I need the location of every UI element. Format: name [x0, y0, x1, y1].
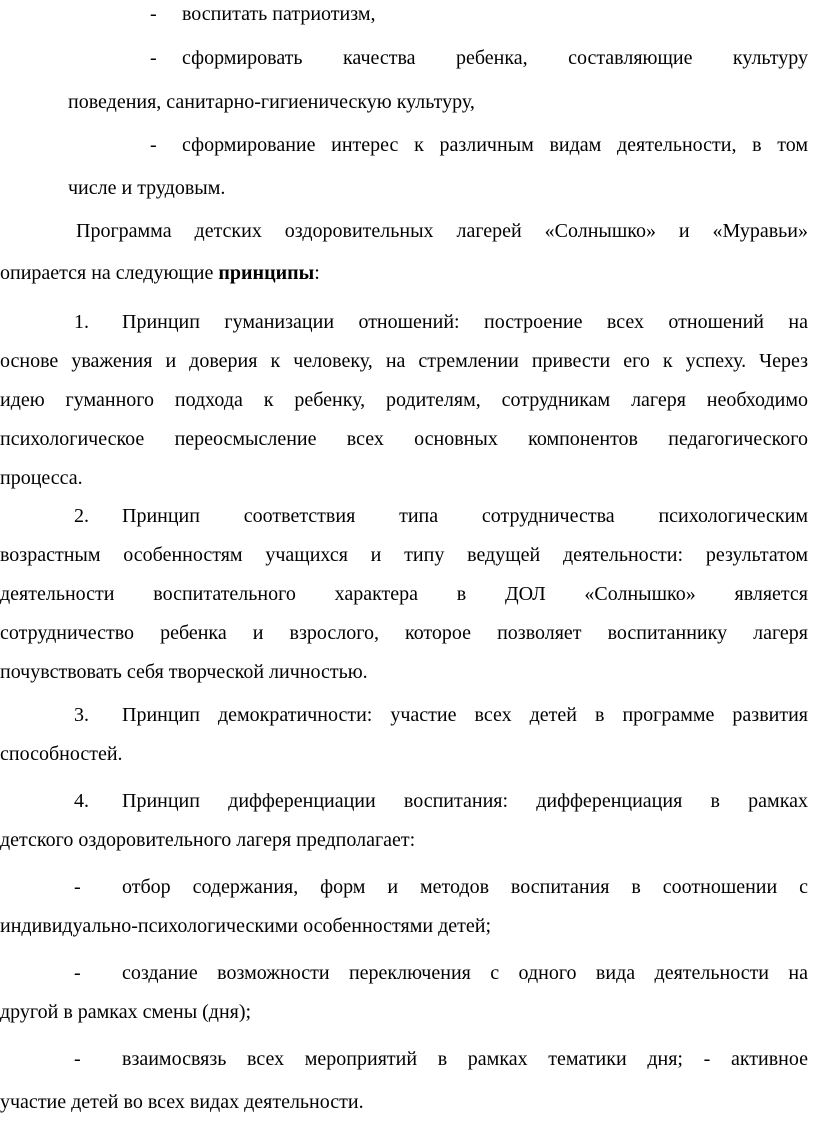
bullet-continuation: индивидуально-психологическими особенностями детей; [0, 915, 492, 937]
principle-line: Принцип гуманизации отношений: построение всех отношений на [122, 311, 808, 333]
bullet-text: отбор содержания, форм и методов воспитания в соотношении с [122, 876, 808, 898]
bullet-text: сформирование интерес к различным видам деятельности, в том [182, 134, 808, 156]
intro-line: Программа детских оздоровительных лагерей «Солнышко» и «Муравьи» [76, 220, 808, 242]
bullet-text: создание возможности переключения с одного вида деятельности на [122, 962, 808, 984]
bullet-dash: - [74, 962, 81, 984]
principle-number: 2. [74, 505, 89, 527]
principle-line: идею гуманного подхода к ребенку, родителям, сотрудникам лагеря необходимо [0, 389, 808, 411]
bullet-text: взаимосвязь всех мероприятий в рамках тематики дня; - активное [122, 1048, 808, 1070]
principle-line: деятельности воспитательного характера в ДОЛ «Солнышко» является [0, 583, 808, 605]
principle-line: способностей. [0, 743, 123, 765]
principle-line: Принцип демократичности: участие всех детей в программе развития [122, 704, 808, 726]
bullet-dash: - [74, 1048, 81, 1070]
bullet-text: сформировать качества ребенка, составляющие культуру [182, 47, 808, 69]
principle-line: процесса. [0, 467, 83, 489]
principle-line: детского оздоровительного лагеря предполагает: [0, 829, 416, 851]
bullet-continuation: другой в рамках смены (дня); [0, 1001, 252, 1023]
principle-line: сотрудничество ребенка и взрослого, которое позволяет воспитаннику лагеря [0, 622, 808, 644]
intro-line [0, 261, 320, 285]
bullet-continuation: участие детей во всех видах деятельности. [0, 1091, 364, 1113]
principle-number: 4. [74, 790, 89, 812]
principle-line: почувствовать себя творческой личностью. [0, 661, 368, 683]
bullet-continuation: поведения, санитарно-гигиеническую культуру, [68, 91, 475, 113]
bullet-dash: - [150, 134, 157, 156]
bullet-dash: - [150, 47, 157, 69]
intro-text: опирается на следующие [0, 262, 219, 284]
principle-number: 3. [74, 704, 89, 726]
bullet-text: воспитать патриотизм, [182, 3, 376, 25]
intro-bold-word: принципы [218, 262, 315, 284]
principle-line: Принцип дифференциации воспитания: дифференциация в рамках [122, 790, 808, 812]
bullet-continuation: числе и трудовым. [68, 177, 226, 199]
principle-line: психологическое переосмысление всех основных компонентов педагогического [0, 428, 808, 450]
intro-text: : [314, 262, 320, 284]
principle-line: возрастным особенностям учащихся и типу ведущей деятельности: результатом [0, 544, 808, 566]
bullet-dash: - [74, 876, 81, 898]
bullet-dash: - [150, 3, 157, 25]
principle-number: 1. [74, 311, 89, 333]
principle-line: Принцип соответствия типа сотрудничества психологическим [122, 505, 808, 527]
principle-line: основе уважения и доверия к человеку, на стремлении привести его к успеху. Через [0, 350, 808, 372]
